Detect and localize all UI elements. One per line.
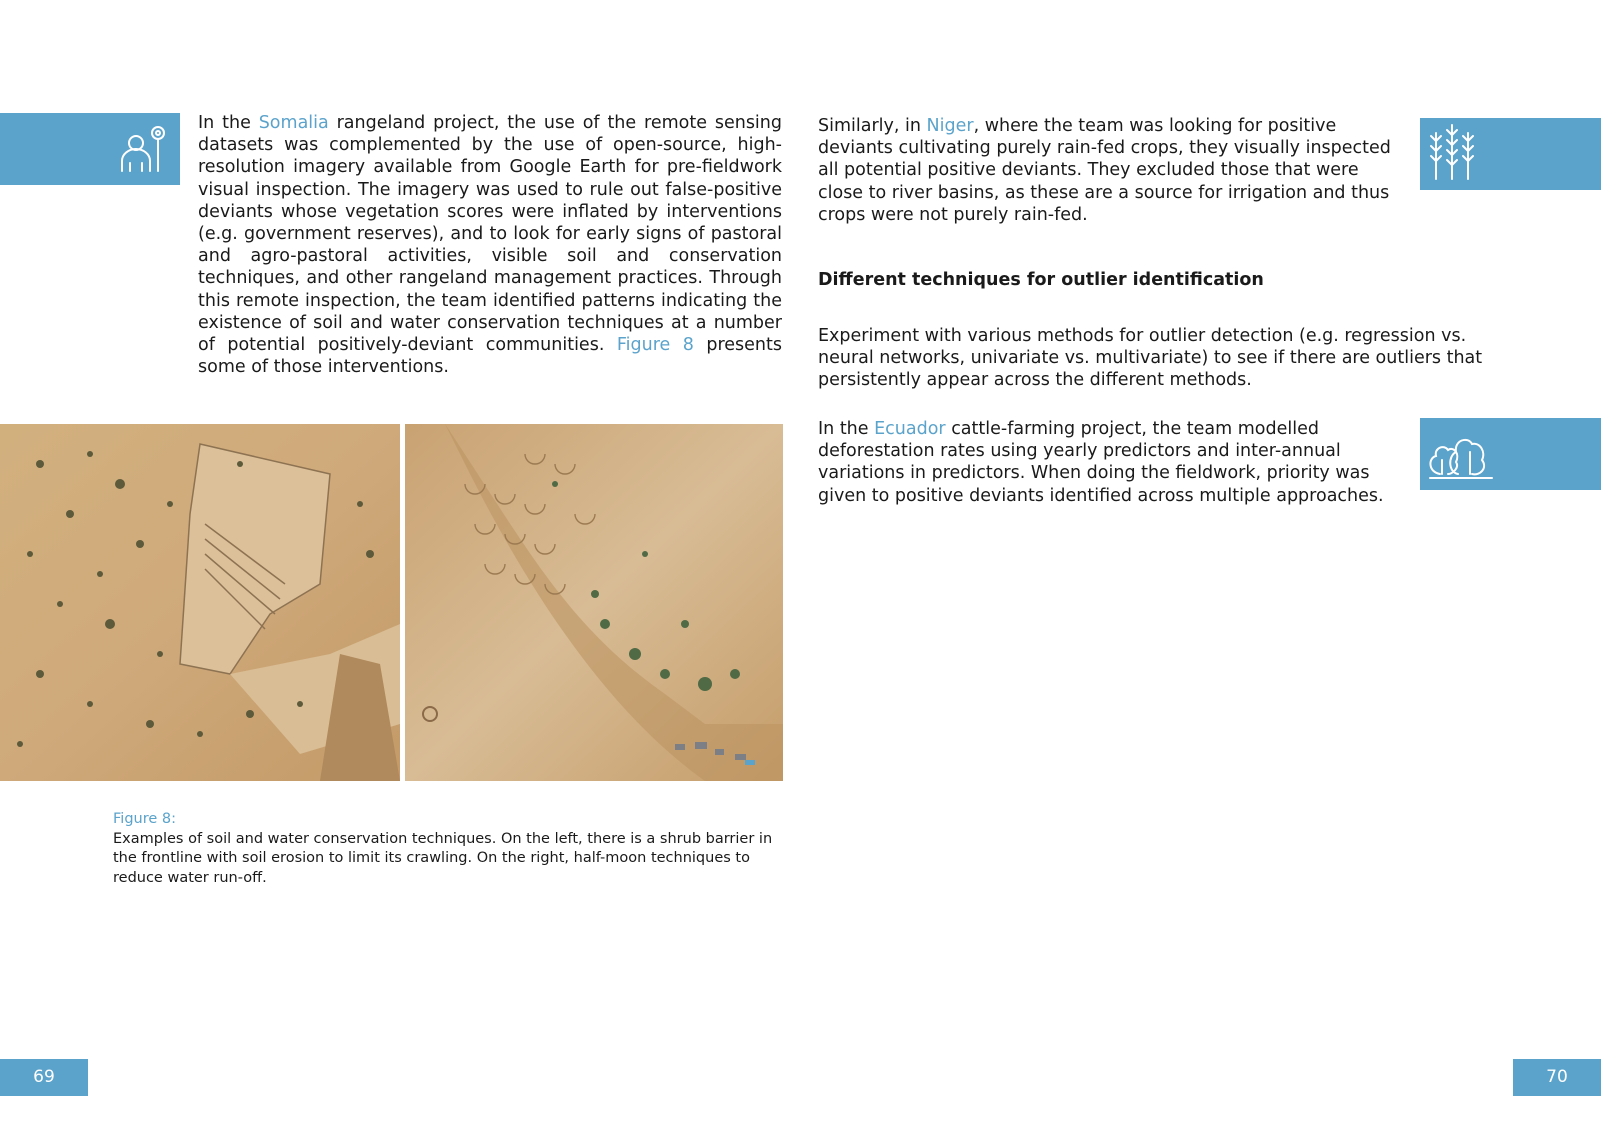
somalia-icon-box bbox=[0, 113, 180, 185]
page-number-right: 70 bbox=[1513, 1059, 1601, 1096]
niger-body: , where the team was looking for positive deviants cultivating purely rain-fed crops, they visually inspected all potential positive deviants. They excluded those that were close to river basins, as these are a source for irrigation and thus crops were not purely rain-fed. bbox=[818, 116, 1391, 225]
figure-8-link[interactable]: Figure 8 bbox=[616, 335, 694, 356]
para-intro: In the bbox=[198, 113, 259, 133]
para-tail: presents some of those interventions. bbox=[198, 335, 782, 378]
niger-link[interactable]: Niger bbox=[926, 116, 974, 136]
figure-caption-text: Examples of soil and water conservation techniques. On the left, there is a shrub barrier in the frontline with soil erosion to limit its crawling. On the right, half-moon techniques to reduce water run-off. bbox=[113, 830, 773, 886]
figure-caption-title: Figure 8: bbox=[113, 811, 176, 827]
ecuador-paragraph bbox=[818, 418, 1398, 507]
niger-paragraph bbox=[818, 115, 1398, 226]
somalia-paragraph bbox=[198, 112, 782, 378]
ecuador-icon-box bbox=[1420, 418, 1601, 490]
somalia-link[interactable]: Somalia bbox=[258, 113, 329, 133]
niger-intro: Similarly, in bbox=[818, 116, 927, 136]
trees-icon bbox=[1428, 428, 1494, 482]
ecuador-body: cattle-farming project, the team modelled deforestation rates using yearly predictors and inter-annual variations in predictors. When doing the fieldwork, priority was given to positive deviants identified across multiple approaches. bbox=[818, 419, 1384, 506]
satellite-image-left bbox=[0, 424, 400, 781]
figure-caption bbox=[113, 810, 783, 888]
para-body: rangeland project, the use of the remote sensing datasets was complemented by the use of open-source, high-resolution imagery available from Google Earth for pre-fieldwork visual inspection. The imagery was used to rule out false-positive deviants whose vegetation scores were inflated by interventions (e.g. government reserves), and to look for early signs of pastoral and agro-pastoral activities, visible soil and conservation techniques, and other rangeland management practices. Through this remote inspection, the team identified patterns indicating the existence of soil and water conservation techniques at a number of potential positively-deviant communities. bbox=[198, 113, 782, 356]
page-number-left: 69 bbox=[0, 1059, 88, 1096]
person-with-shepherd-crook-icon bbox=[116, 123, 176, 175]
wheat-icon bbox=[1426, 121, 1478, 183]
niger-icon-box bbox=[1420, 118, 1601, 190]
methods-paragraph: Experiment with various methods for outlier detection (e.g. regression vs. neural networks, univariate vs. multivariate) to see if there are outliers that persistently appear across the different methods. bbox=[818, 326, 1483, 391]
section-heading: Different techniques for outlier identification bbox=[818, 270, 1264, 290]
ecuador-link[interactable]: Ecuador bbox=[874, 419, 946, 439]
ecuador-intro: In the bbox=[818, 419, 875, 439]
satellite-image-right bbox=[405, 424, 783, 781]
